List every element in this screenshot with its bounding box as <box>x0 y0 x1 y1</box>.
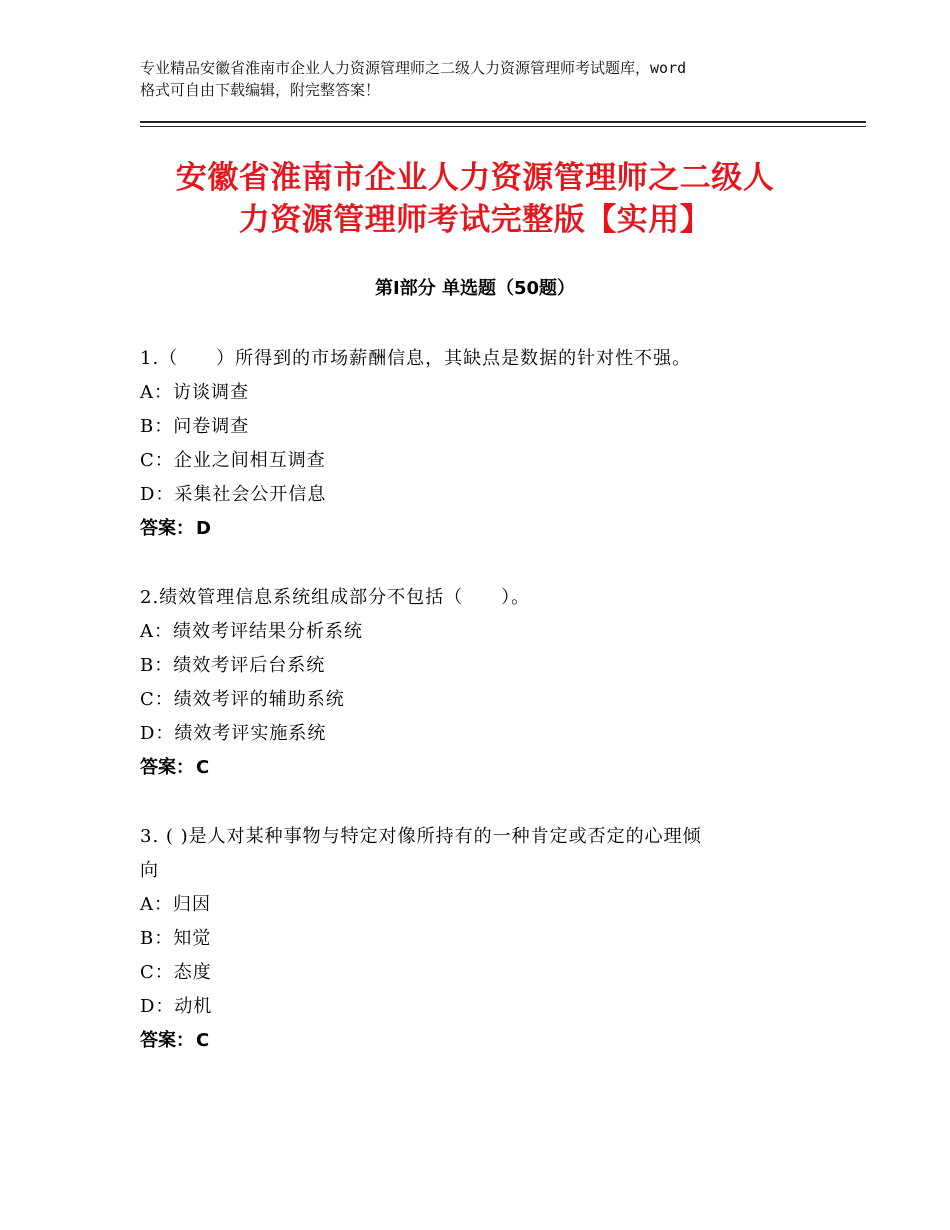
question-3 <box>140 820 820 1058</box>
question-stem: 1.（ ）所得到的市场薪酬信息，其缺点是数据的针对性不强。 <box>140 348 692 369</box>
answer-label: 答案： <box>140 518 194 539</box>
question-stem-line-2: 向 <box>140 860 159 881</box>
answer-label: 答案： <box>140 757 194 778</box>
option-c: C：绩效考评的辅助系统 <box>140 689 345 710</box>
header-rule-thin <box>140 126 866 127</box>
answer <box>140 512 820 546</box>
option-a: A：归因 <box>140 894 211 915</box>
answer <box>140 1024 820 1058</box>
option-d: D：动机 <box>140 996 213 1017</box>
header-note <box>140 57 830 101</box>
answer-label: 答案： <box>140 1030 194 1051</box>
option-d: D：采集社会公开信息 <box>140 484 327 505</box>
question-stem-line-1: 3. ( )是人对某种事物与特定对像所持有的一种肯定或否定的心理倾 <box>140 826 702 847</box>
answer-value: C <box>196 757 210 778</box>
header-note-line-1: 专业精品安徽省淮南市企业人力资源管理师之二级人力资源管理师考试题库，word <box>140 59 687 77</box>
question-2 <box>140 581 820 785</box>
option-b: B：绩效考评后台系统 <box>140 655 326 676</box>
answer-value: D <box>196 518 211 539</box>
header-note-line-2: 格式可自由下载编辑，附完整答案！ <box>140 81 381 99</box>
document-title-line-1: 安徽省淮南市企业人力资源管理师之二级人 <box>175 160 775 196</box>
section-title: 第Ⅰ部分 单选题（50题） <box>374 278 575 299</box>
document-title <box>140 157 810 241</box>
option-b: B：知觉 <box>140 928 212 949</box>
option-c: C：企业之间相互调查 <box>140 450 326 471</box>
question-stem: 2.绩效管理信息系统组成部分不包括（ ）。 <box>140 587 531 608</box>
option-a: A：绩效考评结果分析系统 <box>140 621 363 642</box>
option-a: A：访谈调查 <box>140 382 249 403</box>
option-c: C：态度 <box>140 962 212 983</box>
answer <box>140 751 820 785</box>
option-d: D：绩效考评实施系统 <box>140 723 327 744</box>
option-b: B：问卷调查 <box>140 416 250 437</box>
document-title-line-2: 力资源管理师考试完整版【实用】 <box>238 202 712 238</box>
question-1 <box>140 342 820 546</box>
answer-value: C <box>196 1030 210 1051</box>
header-rule-thick <box>140 121 866 123</box>
